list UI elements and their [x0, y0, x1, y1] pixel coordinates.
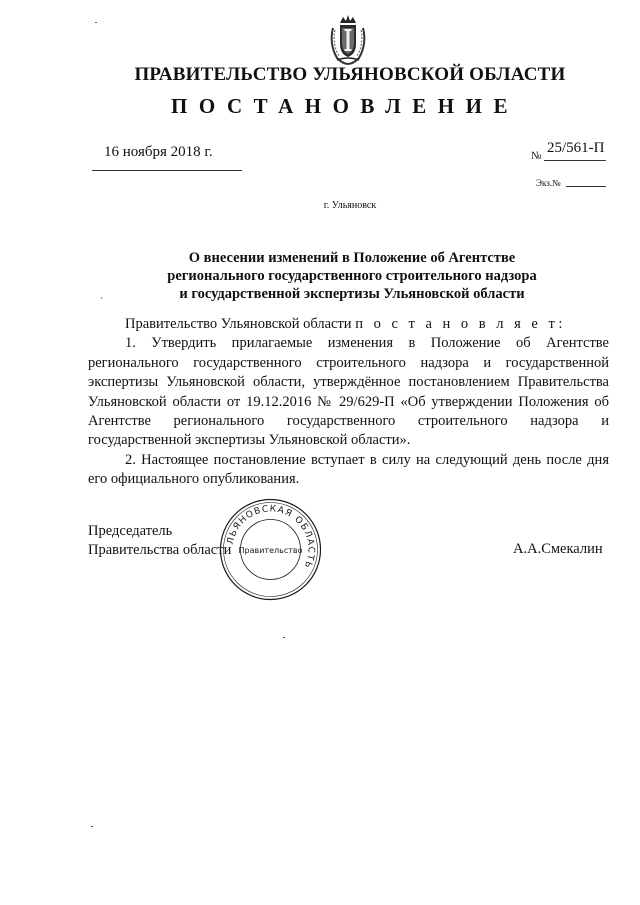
date-underline	[92, 170, 242, 171]
intro-verb: п о с т а н о в л я е т:	[355, 316, 566, 332]
scan-speck	[91, 826, 93, 827]
city: г. Ульяновск	[323, 200, 377, 211]
document-date: 16 ноября 2018 г.	[104, 144, 213, 160]
decree-item: 1. Утвердить прилагаемые изменения в Положение об Агентстве регионального государственного строительного надзора и государственной экспертизы Ульяновской области, утверждённое постановлением Правительства Ульяновской области от 19.12.2016 № 29/629-П «Об утверждении Положения об Агентстве регионального государственного строительного надзора и государственной экспертизы Ульяновской области».	[88, 335, 609, 449]
coat-of-arms-icon	[327, 14, 369, 66]
decree-item: 2. Настоящее постановление вступает в силу на следующий день после дня его официального опубликования.	[88, 451, 609, 488]
number-underline	[544, 160, 606, 161]
signature-block	[88, 522, 231, 560]
government-name: ПРАВИТЕЛЬСТВО УЛЬЯНОВСКОЙ ОБЛАСТИ	[134, 64, 566, 85]
seal-center-text: Правительство	[238, 546, 303, 555]
number-prefix: №	[531, 150, 542, 162]
scan-mark: ˋ	[100, 296, 103, 306]
copy-number-underline	[566, 186, 606, 187]
intro-subject: Правительство Ульяновской области	[125, 316, 352, 332]
decree-title-line: О внесении изменений в Положение об Агентстве	[188, 250, 516, 266]
decree-title	[96, 249, 608, 303]
document-type: ПОСТАНОВЛЕНИЕ	[171, 94, 519, 118]
document-number: 25/561-П	[547, 140, 605, 156]
intro-paragraph	[88, 315, 609, 334]
signatory-name: А.А.Смекалин	[513, 541, 603, 557]
signatory-position-line: Председатель	[88, 523, 173, 539]
decree-body	[88, 315, 609, 490]
copy-number-label: Экз.№	[536, 178, 561, 188]
official-seal-icon	[218, 497, 323, 602]
decree-title-line: и государственной экспертизы Ульяновской области	[179, 286, 525, 302]
seal-ring-text: ЛЬЯНОВСКАЯ ОБЛАСТЬ	[225, 504, 316, 571]
decree-title-line: регионального государственного строительного надзора	[167, 268, 537, 284]
scan-speck	[283, 637, 285, 638]
scan-speck	[95, 22, 97, 23]
signatory-position-line: Правительства области	[88, 542, 232, 558]
